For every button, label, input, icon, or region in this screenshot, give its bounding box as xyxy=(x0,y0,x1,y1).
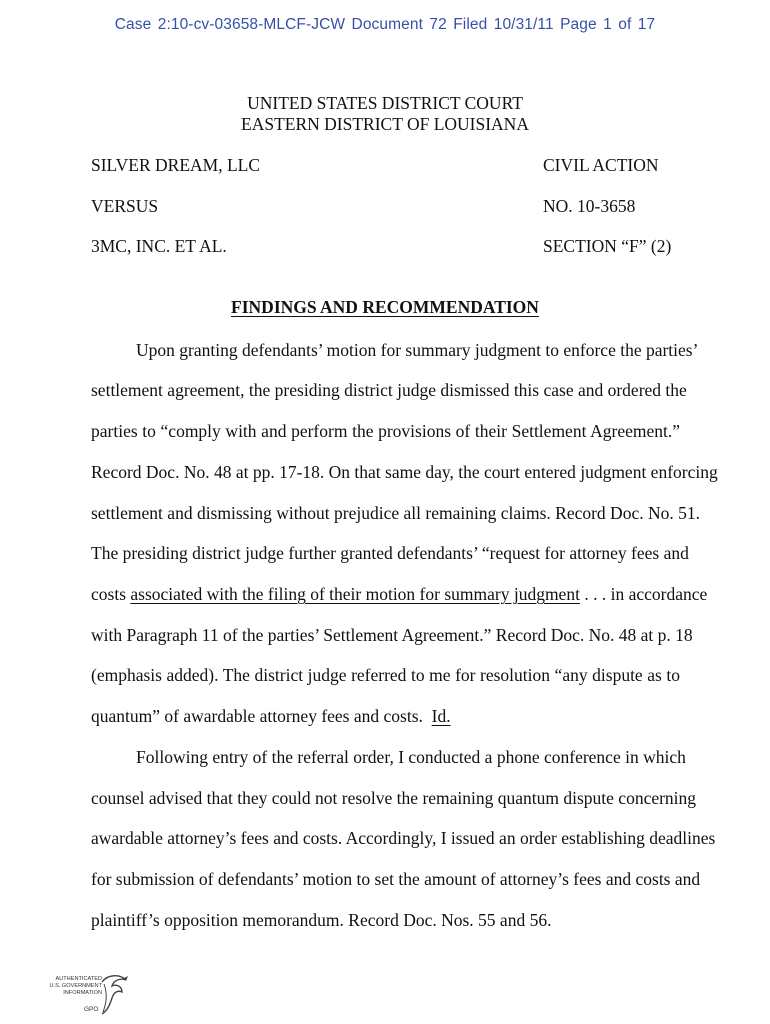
seal-gpo-label: GPO xyxy=(84,1006,99,1013)
underlined-emphasis: associated with the filing of their motion for summary judgment xyxy=(130,584,580,604)
paragraph-1-line: with Paragraph 11 of the parties’ Settlement Agreement.” Record Doc. No. 48 at p. 18 xyxy=(91,625,693,645)
paragraph-1-line: Upon granting defendants’ motion for summary judgment to enforce the parties’ xyxy=(136,340,699,360)
text-segment: quantum” of awardable attorney fees and costs. xyxy=(91,706,423,726)
paragraph-1-line: Record Doc. No. 48 at pp. 17-18. On that same day, the court entered judgment enforcing xyxy=(91,462,718,482)
paragraph-1-line: The presiding district judge further granted defendants’ “request for attorney fees and xyxy=(91,543,689,563)
paragraph-2-line: for submission of defendants’ motion to set the amount of attorney’s fees and costs and xyxy=(91,869,701,889)
paragraph-1-line xyxy=(91,584,708,608)
caption-defendant: 3MC, INC. ET AL. xyxy=(91,236,227,256)
caption-plaintiff: SILVER DREAM, LLC xyxy=(91,155,261,175)
paragraph-1-line: parties to “comply with and perform the provisions of their Settlement Agreement.” xyxy=(91,421,680,441)
caption-case-number: NO. 10-3658 xyxy=(543,196,636,216)
court-name: UNITED STATES DISTRICT COURT xyxy=(247,93,523,113)
paragraph-2-line: plaintiff’s opposition memorandum. Record Doc. Nos. 55 and 56. xyxy=(91,910,552,930)
paragraph-1-line: settlement and dismissing without prejudice all remaining claims. Record Doc. No. 51. xyxy=(91,503,700,523)
paragraph-2-line: awardable attorney’s fees and costs. Accordingly, I issued an order establishing deadlines xyxy=(91,828,716,848)
eagle-icon xyxy=(98,972,130,1018)
paragraph-1-line xyxy=(91,706,680,730)
court-heading xyxy=(0,93,770,135)
paragraph-2-line: counsel advised that they could not resolve the remaining quantum dispute concerning xyxy=(91,788,697,808)
citation-id: Id. xyxy=(431,706,451,726)
seal-line: U.S. GOVERNMENT xyxy=(49,983,102,989)
filing-header-stamp: Case 2:10-cv-03658-MLCF-JCW Document 72 Filed 10/31/11 Page 1 of 17 xyxy=(114,16,656,33)
text-segment: costs xyxy=(91,584,126,604)
paragraph-1-line: settlement agreement, the presiding district judge dismissed this case and ordered the xyxy=(91,380,687,400)
gpo-authentication-seal xyxy=(44,972,130,1018)
seal-line: AUTHENTICATED xyxy=(55,976,102,982)
caption-section: SECTION “F” (2) xyxy=(543,236,672,256)
caption-versus: VERSUS xyxy=(91,196,159,216)
text-segment: . . . in accordance xyxy=(584,584,708,604)
court-district: EASTERN DISTRICT OF LOUISIANA xyxy=(241,114,529,134)
caption-action-type: CIVIL ACTION xyxy=(543,155,659,175)
document-title: FINDINGS AND RECOMMENDATION xyxy=(231,297,539,317)
seal-text xyxy=(44,976,102,997)
seal-line: INFORMATION xyxy=(63,990,102,996)
paragraph-1-line: (emphasis added). The district judge referred to me for resolution “any dispute as to xyxy=(91,665,680,685)
paragraph-2-line: Following entry of the referral order, I conducted a phone conference in which xyxy=(136,747,686,767)
